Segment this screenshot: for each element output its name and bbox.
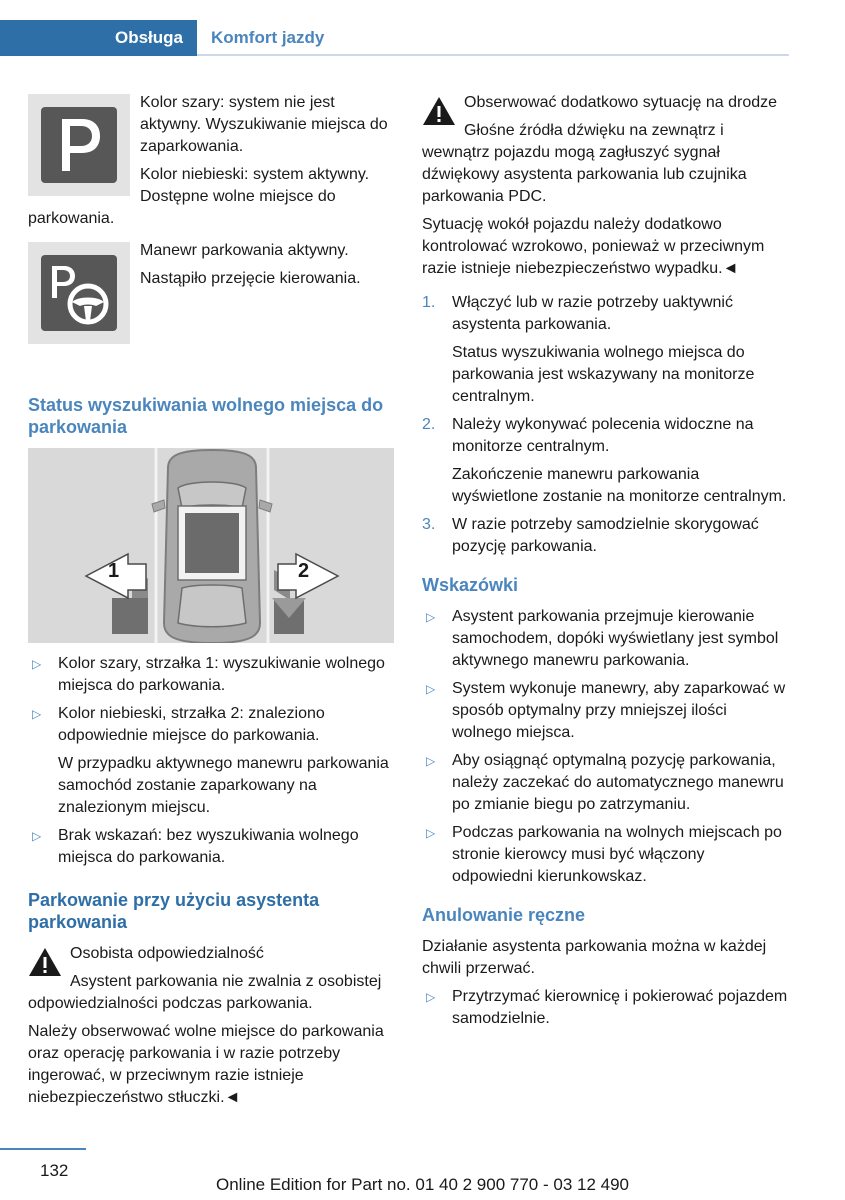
triangle-bullet-icon: ▷ [32, 829, 42, 843]
warning-title: Obserwować dodatkowo sytuację na drodze [464, 94, 778, 111]
parking-assistant-heading: Parkowanie przy użyciu asystenta parkowania [28, 890, 320, 932]
cancel-list [422, 986, 788, 1030]
list-item: 3. W razie potrzeby samodzielnie skorygować pozycję parkowania. [422, 516, 759, 555]
parking-p-icon [28, 94, 130, 196]
header-section-tab: Obsługa [0, 20, 197, 56]
manual-cancel-heading: Anulowanie ręczne [422, 905, 586, 925]
triangle-bullet-icon: ▷ [426, 990, 436, 1004]
status-heading: Status wyszukiwania wolnego miejsca do parkowania [28, 395, 384, 437]
icon1-text-gray: Kolor szary: system nie jest aktywny. Wyszukiwanie miejsca do zaparkowania. [140, 94, 388, 155]
parking-steering-icon [28, 242, 130, 344]
list-item: ▷ Asystent parkowania przejmuje kierowanie samochodem, dopóki wyświetlany jest symbol aktywnego manewru parkowania. [426, 608, 779, 669]
warning-title: Osobista odpowiedzialność [70, 945, 264, 962]
triangle-bullet-icon: ▷ [32, 657, 42, 671]
warning-observe-road [422, 92, 788, 114]
list-item: ▷ Brak wskazań: bez wyszukiwania wolnego miejsca do parkowania. [32, 827, 359, 866]
footer-rule [0, 1148, 86, 1150]
right-column [422, 92, 788, 1038]
steps-list [422, 292, 788, 558]
header-subsection: Komfort jazdy [211, 28, 325, 47]
list-item: ▷ Aby osiągnąć optymalną pozycję parkowania, należy zaczekać do automatycznego manewru po zmianie biegu po zatrzymaniu. [426, 752, 784, 813]
parking-status-figure [28, 448, 394, 643]
header-rule [197, 54, 789, 56]
triangle-bullet-icon: ▷ [32, 707, 42, 721]
list-item: 2. Należy wykonywać polecenia widoczne na monitorze centralnym. Zakończenie manewru parkowania wyświetlone zostanie na monitorze centralnym. [422, 416, 787, 505]
icon1-text-blue: Kolor niebieski: system aktywny. Dostępne wolne miejsce do parkowania. [28, 166, 370, 227]
list-item: 1. Włączyć lub w razie potrzeby uaktywnić asystenta parkowania. Status wyszukiwania wolnego miejsca do parkowania jest wskazywany na monitorze centralnym. [422, 294, 755, 405]
triangle-bullet-icon: ▷ [426, 826, 436, 840]
triangle-bullet-icon: ▷ [426, 754, 436, 768]
status-list [28, 653, 394, 869]
warning-text: Asystent parkowania nie zwalnia z osobistej odpowiedzialności podczas parkowania. [28, 973, 382, 1012]
icon2-text-takeover: Nastąpiło przejęcie kierowania. [140, 270, 361, 287]
list-item: ▷ Kolor niebieski, strzałka 2: znaleziono odpowiednie miejsce do parkowania. W przypadku aktywnego manewru parkowania samochód zostanie zaparkowany na znalezionym miejscu. [32, 705, 389, 816]
edition-footer: Online Edition for Part no. 01 40 2 900 770 - 03 12 490 [215, 1175, 629, 1194]
page-number: 132 [40, 1161, 69, 1180]
observe-paragraph: Należy obserwować wolne miejsce do parkowania oraz operację parkowania i w razie potrzeby ingerować, w przeciwnym razie istnieje niebezpieczeństwo stłuczki.◄ [28, 1023, 384, 1106]
figure-label-1: 1 [108, 560, 120, 582]
list-item: ▷ System wykonuje manewry, aby zaparkować w sposób optymalny przy mniejszej ilości wolnego miejsca. [426, 680, 786, 741]
left-column [28, 92, 394, 1115]
icon2-text-active: Manewr parkowania aktywny. [140, 242, 349, 259]
icon-legend-steering [28, 240, 394, 370]
list-item: ▷ Podczas parkowania na wolnych miejscach po stronie kierowcy musi być włączony odpowiedni kierunkowskaz. [426, 824, 782, 885]
tips-list [422, 606, 788, 888]
icon-legend-parking [28, 92, 394, 230]
list-item: ▷ Przytrzymać kierownicę i pokierować pojazdem samodzielnie. [426, 988, 788, 1027]
visual-check-paragraph: Sytuację wokół pojazdu należy dodatkowo kontrolować wzrokowo, ponieważ w przeciwnym razie istnieje niebezpieczeństwo wypadku.◄ [422, 216, 765, 277]
figure-label-2: 2 [298, 560, 310, 582]
noise-paragraph: Głośne źródła dźwięku na zewnątrz i wewnątrz pojazdu mogą zagłuszyć sygnał dźwiękowy asystenta parkowania lub czujnika parkowania PDC. [422, 122, 747, 205]
warning-triangle-icon [28, 947, 62, 984]
triangle-bullet-icon: ▷ [426, 682, 436, 696]
warning-triangle-icon [422, 96, 456, 133]
cancel-paragraph: Działanie asystenta parkowania można w każdej chwili przerwać. [422, 938, 767, 977]
list-item: ▷ Kolor szary, strzałka 1: wyszukiwanie wolnego miejsca do parkowania. [32, 655, 385, 694]
tips-heading: Wskazówki [422, 575, 519, 595]
triangle-bullet-icon: ▷ [426, 610, 436, 624]
warning-personal-responsibility [28, 943, 394, 1015]
